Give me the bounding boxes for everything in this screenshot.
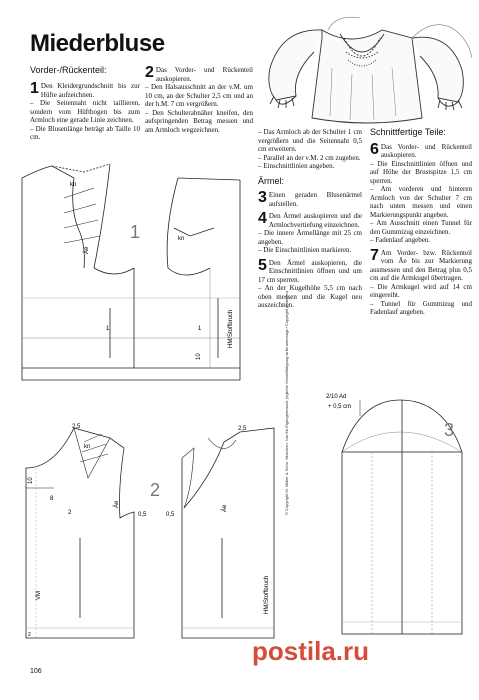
label-sleeve-ad: 2/10 Ad	[326, 394, 347, 400]
label-two: 2	[28, 632, 31, 638]
step-number: 1	[30, 80, 39, 97]
section-heading-final-parts: Schnittfertige Teile:	[370, 127, 446, 137]
step-number: 5	[258, 256, 267, 274]
step-line: – Tunnel für Gummizug und Fadenlauf angeben.	[370, 299, 472, 316]
watermark: postila.ru	[252, 636, 370, 666]
step-3	[258, 191, 362, 208]
label-ten: 10	[196, 353, 202, 360]
step-line: – Die Seitennaht nicht taillieren, sondern vom Hüftbogen bis zum Armloch eine gerade Linie zeichnen.	[30, 99, 140, 124]
label-eight: 8	[50, 496, 54, 502]
section-heading-sleeve: Ärmel:	[258, 175, 285, 186]
step-line: Am Vorder- bzw. Rückenteil vom Äe bis zur Markierung ausmessen und den Betrag plus 0,5 cm auf die Armkugel übertragen.	[370, 248, 472, 282]
step-line: Einen geraden Blusenärmel aufstellen.	[268, 191, 362, 208]
step-2-continued: – Das Armloch ab der Schulter 1 cm vergrößern und die Seitennaht 0,5 cm erweitern.	[258, 128, 362, 153]
page-title: Miederbluse	[30, 30, 165, 57]
diagram-number-1: 1	[130, 222, 141, 242]
label-ten: 10	[28, 477, 34, 484]
step-line: – Den Schulterabnäher kneifen, den aufspringenden Betrag messen und am Armloch wegzeichnen.	[145, 108, 253, 134]
label-vm: VM	[36, 591, 42, 600]
step-4	[258, 212, 362, 255]
step-line: Das Vorder- und Rückenteil auskopieren.	[380, 142, 472, 159]
step-line: – An der Kugelhöhe 5,5 cm nach oben messen und die Kugel neu auszeichnen.	[258, 284, 362, 309]
step-line: – Die Blusenlänge beträgt ab Taille 10 cm.	[30, 124, 140, 141]
instructions-column-3	[258, 128, 362, 314]
pattern-diagram-3	[320, 392, 472, 642]
label-ae: Äe	[84, 246, 90, 254]
label-one: 1	[198, 326, 202, 332]
instructions-column-2	[145, 66, 253, 138]
label-2-5: 2,5	[72, 424, 81, 430]
step-number: 3	[258, 189, 267, 206]
label-sleeve-plus: + 0,5 cm	[328, 404, 352, 410]
step-5	[258, 256, 362, 310]
step-line: – Den Halsausschnitt an der v.M. um 10 cm, an der Schulter 2,5 cm und an der h.M. 7 cm vergrößern.	[145, 83, 253, 108]
label-hm-stoffbruch: HM/Stoffbruch	[264, 575, 270, 614]
label-ae: Äe	[222, 504, 228, 512]
copyright-notice: © Copyright M. Müller & Sohn, München. Nur für Eigengebrauch, jegliche Vervielfältigung strikt untersagt / Copyright protected.	[284, 290, 289, 515]
label-ae: Äe	[114, 500, 120, 508]
pattern-diagram-2	[14, 418, 284, 648]
step-number: 2	[145, 64, 154, 81]
step-number: 6	[370, 140, 379, 158]
pattern-diagram-1	[14, 158, 254, 403]
step-1	[30, 82, 140, 142]
step-line: Den Ärmel auskopieren, die Einschnittlinien öffnen und um 17 cm sperren.	[258, 258, 362, 284]
step-line: – Fadenlauf angeben.	[370, 236, 431, 244]
step-line: – Am vorderen und hinteren Armloch von der Schulter 7 cm nach unten messen und einen Markierungspunkt angeben.	[370, 185, 472, 219]
label-one: 1	[106, 326, 110, 332]
diagram-number-2: 2	[150, 480, 161, 500]
step-line: – Die Einschnittlinien öffnen und auf Höhe der Brustspitze 1,5 cm sperren.	[370, 159, 472, 185]
label-0-5: 0,5	[138, 512, 147, 518]
step-line: – Die Einschnittlinien markieren.	[258, 246, 352, 254]
instructions-column-4	[370, 128, 472, 321]
blouse-illustration	[262, 8, 474, 134]
section-heading-front-back: Vorder-/Rückenteil:	[30, 65, 107, 75]
step-2-continued: – Parallel an der v.M. 2 cm zugeben.	[258, 153, 361, 162]
diagram-number-3: 3	[444, 420, 455, 440]
step-line: – Die innere Ärmellänge mit 25 cm angeben.	[258, 229, 362, 246]
step-number: 7	[370, 246, 379, 264]
label-kn: kn	[178, 236, 185, 242]
step-6	[370, 140, 472, 245]
label-kn: kn	[84, 444, 91, 450]
step-line: Den Ärmel auskopieren und die Armlochvertiefung einzeichnen.	[268, 212, 362, 229]
step-line: – Die Armkugel wird auf 14 cm eingereiht.	[370, 282, 472, 299]
label-two: 2	[68, 510, 72, 516]
label-hm-stoffbruch: HM/Stoffbruch	[228, 309, 234, 348]
label-2-5: 2,5	[238, 426, 247, 432]
step-line: Den Kleidergrundschnitt bis zur Hüfte aufzeichnen.	[40, 82, 140, 99]
step-line: Das Vorder- und Rückenteil auskopieren.	[155, 66, 253, 83]
instructions-column-1	[30, 82, 140, 146]
page-number: 106	[30, 668, 42, 675]
step-line: – Am Ausschnitt einen Tunnel für den Gummizug einzeichnen.	[370, 219, 472, 236]
label-0-5: 0,5	[166, 512, 175, 518]
step-number: 4	[258, 210, 267, 227]
step-2	[145, 66, 253, 134]
step-2-continued: – Einschnittlinien angeben.	[258, 162, 335, 170]
step-7	[370, 246, 472, 317]
label-kn: kn	[70, 182, 77, 188]
